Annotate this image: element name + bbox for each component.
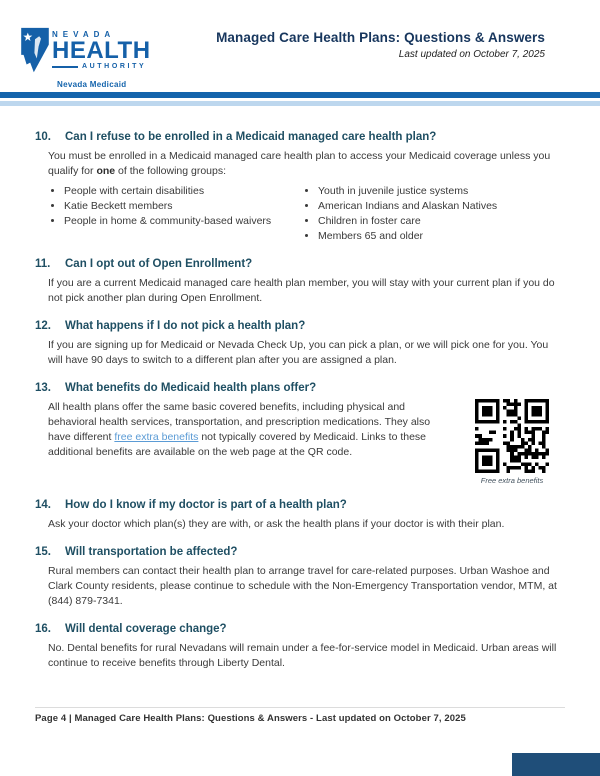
answer-paragraph: If you are a current Medicaid managed care health plan member, you will stay with your current plan if you do not pick another plan during Open Enrollment. <box>48 277 555 304</box>
answer-column <box>35 396 447 460</box>
eligibility-bullet-lists <box>48 184 565 244</box>
bullet-list-left <box>48 184 302 244</box>
question-number: 11. <box>35 258 51 270</box>
logo-line-health: HEALTH <box>52 37 151 64</box>
logo-line-authority: AUTHORITY <box>52 63 151 71</box>
question-heading <box>35 319 565 334</box>
list-item: • Youth in juvenile justice systems <box>318 184 565 199</box>
nevada-medicaid-tagline: Nevada Medicaid <box>57 80 127 89</box>
logo-rule <box>52 66 78 68</box>
corner-accent-bar <box>512 753 600 776</box>
answer-paragraph: All health plans offer the same basic covered benefits, including physical and behavioral health services, transportation, and prescription medications. They also have different free extra benefits not typically covered by Medicaid. Links to these additional benefits are available on the web page at the QR code. <box>48 401 431 458</box>
qr-column <box>459 396 565 485</box>
question-text: What benefits do Medicaid health plans offer? <box>65 382 317 394</box>
question-number: 14. <box>35 499 51 511</box>
list-item: • Children in foster care <box>318 214 565 229</box>
page-footer <box>35 707 565 724</box>
last-updated-text: Last updated on October 7, 2025 <box>398 49 545 60</box>
faq-section-14 <box>35 498 565 532</box>
faq-section-16 <box>35 622 565 671</box>
qr-caption: Free extra benefits <box>480 476 544 485</box>
list-item: • People in home & community-based waivers <box>64 214 302 229</box>
list-item: • Members 65 and older <box>318 229 565 244</box>
answer-paragraph: No. Dental benefits for rural Nevadans will remain under a fee-for-service model in Medicaid. Urban areas will continue to receive benefits through Liberty Dental. <box>48 642 557 669</box>
list-item: • Katie Beckett members <box>64 199 302 214</box>
question-number: 10. <box>35 131 51 143</box>
footer-page-text: Page 4 | Managed Care Health Plans: Questions & Answers - Last updated on October 7, 2025 <box>35 713 466 724</box>
page-header <box>0 0 600 106</box>
nevada-state-icon <box>20 27 50 74</box>
answer-paragraph: You must be enrolled in a Medicaid managed care health plan to access your Medicaid coverage unless you qualify for one of the following groups: <box>48 150 551 177</box>
question-text: Can I opt out of Open Enrollment? <box>65 258 253 270</box>
logo-wordmark <box>52 30 151 71</box>
question-heading <box>35 257 565 272</box>
question-heading <box>35 381 565 396</box>
question-heading <box>35 498 565 513</box>
list-item: • People with certain disabilities <box>64 184 302 199</box>
question-text: Can I refuse to be enrolled in a Medicaid managed care health plan? <box>65 131 437 143</box>
question-text: Will transportation be affected? <box>65 546 238 558</box>
answer-paragraph: Ask your doctor which plan(s) they are with, or ask the health plans if your doctor is with their plan. <box>48 518 505 530</box>
free-extra-benefits-link[interactable]: free extra benefits <box>114 431 199 443</box>
nevada-health-authority-logo <box>20 27 151 74</box>
faq-section-10 <box>35 130 565 244</box>
list-item: • American Indians and Alaskan Natives <box>318 199 565 214</box>
logo-line-nevada: NEVADA <box>52 30 116 39</box>
question-number: 15. <box>35 546 51 558</box>
qr-code-image <box>475 399 549 473</box>
question-number: 16. <box>35 623 51 635</box>
document-title: Managed Care Health Plans: Questions & Answers <box>216 30 545 45</box>
faq-section-15 <box>35 545 565 609</box>
document-title-block <box>216 30 545 60</box>
question-heading <box>35 622 565 637</box>
header-divider-bar-blue <box>0 92 600 98</box>
question-text: How do I know if my doctor is part of a health plan? <box>65 499 347 511</box>
faq-section-12 <box>35 319 565 368</box>
question-number: 13. <box>35 382 51 394</box>
bullet-list-right <box>302 184 565 244</box>
question-number: 12. <box>35 320 51 332</box>
question-heading <box>35 130 565 145</box>
faq-content <box>0 106 600 671</box>
question-text: What happens if I do not pick a health plan? <box>65 320 306 332</box>
faq-section-13 <box>35 381 565 485</box>
answer-paragraph: Rural members can contact their health plan to arrange travel for care-related purposes. Urban Washoe and Clark County residents, please continue to schedule with the Non-Emergency Transportation vendor, MTM, at (844) 879-7341. <box>48 565 557 607</box>
answer-paragraph: If you are signing up for Medicaid or Nevada Check Up, you can pick a plan, or we will pick one for you. You will have 90 days to switch to a different plan after you are assigned a plan. <box>48 339 549 366</box>
bold-word: one <box>96 165 116 177</box>
answer-with-qr <box>35 396 565 485</box>
question-heading <box>35 545 565 560</box>
header-divider-bar-light <box>0 101 600 106</box>
question-text: Will dental coverage change? <box>65 623 227 635</box>
faq-section-11 <box>35 257 565 306</box>
